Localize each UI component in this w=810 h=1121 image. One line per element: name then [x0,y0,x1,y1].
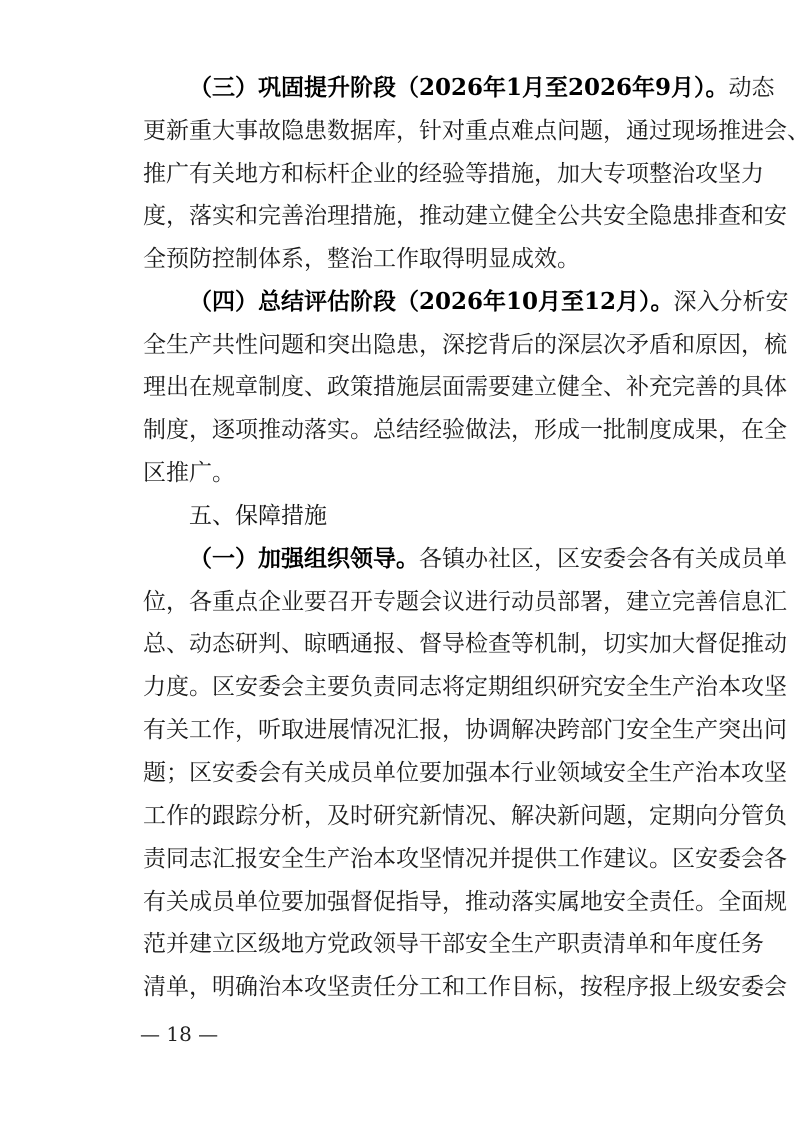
paragraph-3-line-6: 题；区安委会有关成员单位要加强本行业领域安全生产治本攻坚 [143,760,787,786]
paragraph-3-line-11: 清单，明确治本攻坚责任分工和工作目标，按程序报上级安委会 [143,974,787,1000]
paragraph-1-line-4: 度，落实和完善治理措施，推动建立健全公共安全隐患排查和安 [143,203,787,229]
paragraph-3-line-3: 总、动态研判、晾晒通报、督导检查等机制，切实加大督促推动 [143,631,787,657]
paragraph-3-line-7: 工作的跟踪分析，及时研究新情况、解决新问题，定期向分管负 [143,803,787,829]
paragraph-2-line-3: 理出在规章制度、政策措施层面需要建立健全、补充完善的具体 [143,374,787,400]
paragraph-1-line-3: 推广有关地方和标杆企业的经验等措施，加大专项整治攻坚力 [143,161,764,187]
paragraph-3-line-5: 有关工作，听取进展情况汇报，协调解决跨部门安全生产突出问 [143,717,787,743]
section-heading: 五、保障措施 [189,503,327,529]
paragraph-3-first-line-rest: 各镇办社区，区安委会各有关成员单 [419,546,787,572]
paragraph-3-line-10: 范并建立区级地方党政领导干部安全生产职责清单和年度任务 [143,931,764,957]
paragraph-2-lead: （四）总结评估阶段（2026年10月至12月）。 [189,288,674,315]
paragraph-2-line-4: 制度，逐项推动落实。总结经验做法，形成一批制度成果，在全 [143,417,787,443]
paragraph-2-line-5: 区推广。 [143,460,235,486]
paragraph-3-line-2: 位，各重点企业要召开专题会议进行动员部署，建立完善信息汇 [143,589,787,615]
paragraph-3-lead: （一）加强组织领导。 [189,545,419,572]
paragraph-2-first-line-rest: 深入分析安 [673,289,789,315]
paragraph-2-line-1 [189,284,789,320]
paragraph-3-line-8: 责同志汇报安全生产治本攻坚情况并提供工作建议。区安委会各 [143,846,787,872]
paragraph-3-line-1 [189,541,787,577]
paragraph-3-line-9: 有关成员单位要加强督促指导，推动落实属地安全责任。全面规 [143,889,787,915]
paragraph-3-line-4: 力度。区安委会主要负责同志将定期组织研究安全生产治本攻坚 [143,674,787,700]
page-number: — 18 — [140,1022,219,1046]
paragraph-1-lead: （三）巩固提升阶段（2026年1月至2026年9月）。 [189,74,729,101]
paragraph-1-line-2: 更新重大事故隐患数据库，针对重点难点问题，通过现场推进会、 [143,118,810,144]
paragraph-1-line-5: 全预防控制体系，整治工作取得明显成效。 [143,246,580,272]
paragraph-1-first-line-rest: 动态 [728,75,775,101]
paragraph-1-line-1 [189,70,775,106]
paragraph-2-line-2: 全生产共性问题和突出隐患，深挖背后的深层次矛盾和原因，梳 [143,332,787,358]
